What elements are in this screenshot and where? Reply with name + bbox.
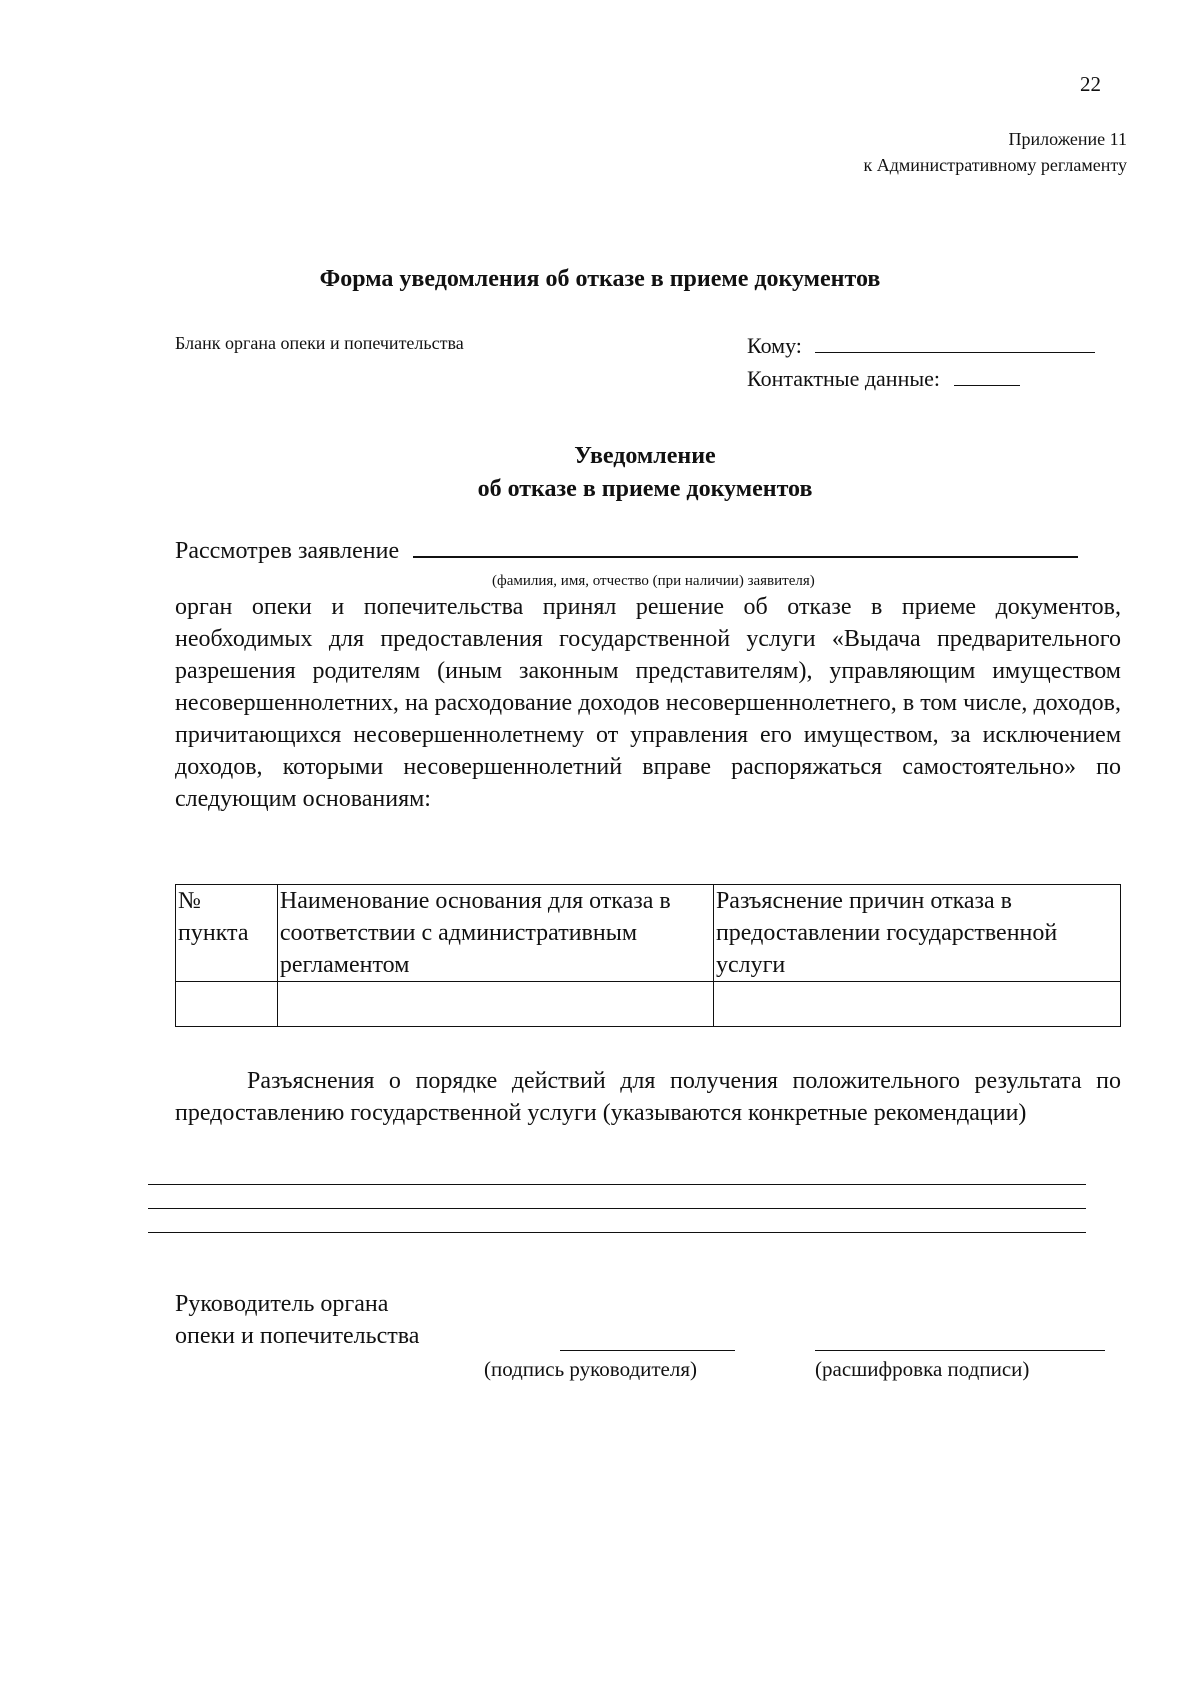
notice-title <box>0 440 1200 506</box>
contacts-field-line[interactable] <box>954 367 1020 386</box>
notice-title-line-1: Уведомление <box>574 443 716 469</box>
signer-line-1: Руководитель органа <box>175 1291 389 1317</box>
blank-label: Бланк органа опеки и попечительства <box>175 333 464 353</box>
table-row <box>176 982 1121 1027</box>
table-header-row <box>176 885 1121 982</box>
header-reason-explanation: Разъяснение причин отказа в предоставлении государственной услуги <box>713 885 1120 982</box>
to-label: Кому: <box>747 333 802 358</box>
notice-title-line-2: об отказе в приеме документов <box>477 476 813 502</box>
decision-paragraph: орган опеки и попечительства принял решение об отказе в приеме документов, необходимых для предоставления государственной услуги «Выдача предварительного разрешения родителям (иным законным представителям), управляющим имуществом несовершеннолетних, на расходование доходов несовершеннолетнего, в том числе, доходов, причитающихся несовершеннолетнему от управления его имуществом, за исключением доходов, которыми несовершеннолетний вправе распоряжаться самостоятельно» по следующим основаниям: <box>175 594 1121 812</box>
page-number: 22 <box>1080 72 1101 96</box>
refusal-reasons-table <box>175 884 1121 1027</box>
appendix-line-2: к Административному регламенту <box>863 155 1127 175</box>
contacts-label: Контактные данные: <box>747 366 940 391</box>
to-row <box>747 329 1095 362</box>
transcript-caption: (расшифровка подписи) <box>815 1357 1030 1381</box>
to-field-line[interactable] <box>815 334 1095 353</box>
contacts-row <box>747 362 1095 395</box>
explanations-paragraph: Разъяснения о порядке действий для получения положительного результата по предоставлению государственной услуги (указываются конкретные рекомендации) <box>175 1068 1121 1126</box>
applicant-name-line[interactable] <box>413 536 1078 558</box>
header-reason-name: Наименование основания для отказа в соответствии с административным регламентом <box>277 885 713 982</box>
recommendation-line-2[interactable] <box>148 1208 1086 1209</box>
recommendation-line-3[interactable] <box>148 1232 1086 1233</box>
appendix-note <box>863 126 1127 178</box>
applicant-caption: (фамилия, имя, отчество (при наличии) заявителя) <box>492 573 815 589</box>
signature-caption: (подпись руководителя) <box>484 1357 698 1381</box>
signer-title <box>175 1288 419 1352</box>
signature-transcript-line[interactable] <box>815 1350 1105 1351</box>
signature-line[interactable] <box>560 1350 735 1351</box>
form-title: Форма уведомления об отказе в приеме документов <box>319 266 881 292</box>
header-item-number: № пункта <box>176 885 278 982</box>
table-cell[interactable] <box>176 982 278 1027</box>
recipient-block <box>747 329 1095 395</box>
table-cell[interactable] <box>713 982 1120 1027</box>
signer-line-2: опеки и попечительства <box>175 1323 420 1349</box>
recommendation-line-1[interactable] <box>148 1184 1086 1185</box>
appendix-line-1: Приложение 11 <box>1008 129 1127 149</box>
table-cell[interactable] <box>277 982 713 1027</box>
considered-row <box>175 536 1078 565</box>
considered-label: Рассмотрев заявление <box>175 538 400 564</box>
